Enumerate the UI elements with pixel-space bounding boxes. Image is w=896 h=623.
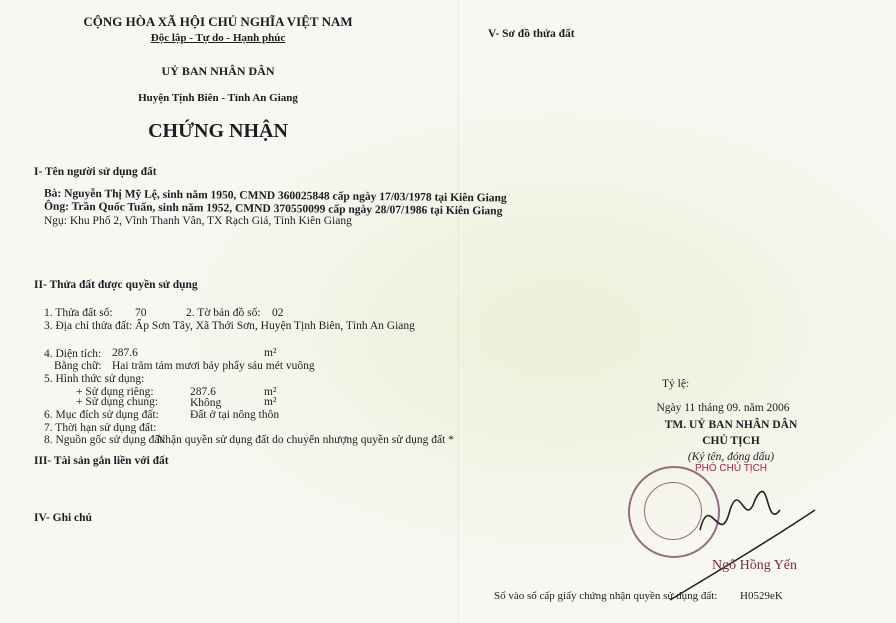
shared-value: Không bbox=[190, 397, 222, 409]
map-value: 02 bbox=[272, 307, 284, 319]
parcel-label: 1. Thửa đất số: bbox=[44, 307, 113, 319]
address-label: 3. Địa chỉ thửa đất: bbox=[44, 320, 133, 332]
owner-2: Ông: Trần Quốc Tuấn, sinh năm 1952, CMND 370550099 cấp ngày 28/07/1986 tại Kiên Giang bbox=[43, 200, 503, 218]
map-label: 2. Tờ bản đồ số: bbox=[186, 307, 261, 319]
area-value: 287.6 bbox=[112, 347, 138, 359]
area-label: 4. Diện tích: bbox=[44, 348, 102, 360]
signing-role: CHỦ TỊCH bbox=[702, 435, 760, 447]
signing-org: TM. UỶ BAN NHÂN DÂN bbox=[664, 419, 798, 431]
registry-label: Số vào sổ cấp giấy chứng nhận quyền sử dụng đất: bbox=[494, 590, 718, 602]
document-title: CHỨNG NHẬN bbox=[148, 120, 288, 142]
issue-date: Ngày 11 tháng 09. năm 2006 bbox=[656, 402, 790, 414]
private-label: + Sử dụng riêng: bbox=[76, 386, 154, 398]
shared-unit: m² bbox=[264, 396, 277, 408]
residence: Ngụ: Khu Phố 2, Vĩnh Thanh Vân, TX Rạch Giá, Tỉnh Kiên Giang bbox=[44, 215, 352, 227]
origin-value: Nhận quyền sử dụng đất do chuyển nhượng quyền sử dụng đất * bbox=[157, 434, 454, 446]
shared-label: + Sử dụng chung: bbox=[76, 396, 159, 408]
registry-number: H0529eK bbox=[740, 590, 783, 602]
country-header: CỘNG HÒA XÃ HỘI CHỦ NGHĨA VIỆT NAM bbox=[83, 14, 353, 29]
stamp-role: PHÓ CHỦ TỊCH bbox=[694, 463, 768, 474]
signature-mark bbox=[660, 470, 820, 610]
private-value: 287.6 bbox=[190, 386, 216, 398]
authority: UỶ BAN NHÂN DÂN bbox=[161, 64, 275, 78]
sign-note: (Ký tên, đóng dấu) bbox=[687, 451, 775, 463]
parcel-value: 70 bbox=[135, 307, 147, 319]
section-3-heading: III- Tài sản gắn liền với đất bbox=[34, 455, 169, 467]
words-value: Hai trăm tám mươi bảy phẩy sáu mét vuông bbox=[112, 360, 315, 372]
purpose-value: Đất ở tại nông thôn bbox=[190, 409, 280, 421]
form-label: 5. Hình thức sử dụng: bbox=[44, 373, 145, 385]
purpose-label: 6. Mục đích sử dụng đất: bbox=[44, 409, 159, 421]
section-2-heading: II- Thửa đất được quyền sử dụng bbox=[34, 279, 198, 291]
owner-1: Bà: Nguyễn Thị Mỹ Lệ, sinh năm 1950, CMND 360025848 cấp ngày 17/03/1978 tại Kiên Giang bbox=[43, 187, 507, 205]
address-value: Ấp Sơn Tây, Xã Thới Sơn, Huyện Tịnh Biên, Tỉnh An Giang bbox=[135, 320, 415, 332]
section-4-heading: IV- Ghi chú bbox=[34, 512, 92, 524]
signer-name: Ngô Hồng Yến bbox=[712, 558, 798, 573]
section-5-heading: V- Sơ đồ thửa đất bbox=[488, 28, 575, 40]
section-1-heading: I- Tên người sử dụng đất bbox=[34, 166, 157, 178]
locality: Huyện Tịnh Biên - Tỉnh An Giang bbox=[138, 92, 298, 104]
motto: Độc lập - Tự do - Hạnh phúc bbox=[150, 32, 286, 44]
origin-label: 8. Nguồn gốc sử dụng đất: bbox=[44, 434, 166, 446]
private-unit: m² bbox=[264, 386, 277, 398]
scale-label: Tỷ lệ: bbox=[662, 378, 690, 390]
area-unit: m² bbox=[264, 347, 277, 359]
term-label: 7. Thời hạn sử dụng đất: bbox=[44, 422, 157, 434]
words-label: Bằng chữ: bbox=[54, 360, 102, 372]
page-fold bbox=[458, 0, 459, 623]
